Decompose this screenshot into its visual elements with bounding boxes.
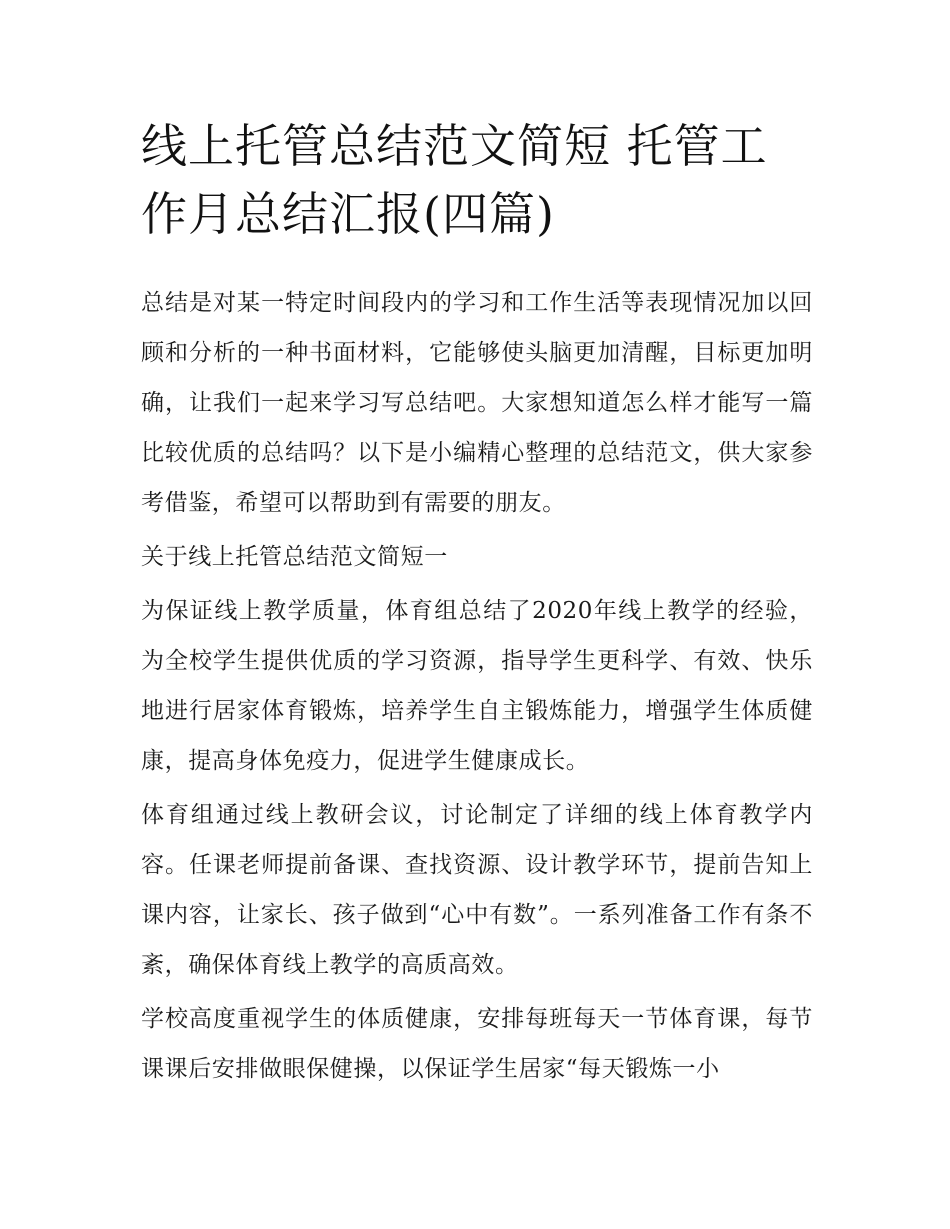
intro-paragraph: 总结是对某一特定时间段内的学习和工作生活等表现情况加以回顾和分析的一种书面材料，它能够使头脑更加清醒，目标更加明确，让我们一起来学习写总结吧。大家想知道怎么样才能写一篇比较优质的总结吗？以下是小编精心整理的总结范文，供大家参考借鉴，希望可以帮助到有需要的朋友。: [141, 290, 813, 516]
body-paragraph-2: 体育组通过线上教研会议，讨论制定了详细的线上体育教学内容。任课老师提前备课、查找资源、设计教学环节，提前告知上课内容，让家长、孩子做到“心中有数”。一系列准备工作有条不紊，确保体育线上教学的高质高效。: [141, 802, 813, 978]
body-paragraph-1: 为保证线上教学质量，体育组总结了2020年线上教学的经验，为全校学生提供优质的学习资源，指导学生更科学、有效、快乐地进行居家体育锻炼，培养学生自主锻炼能力，增强学生体质健康，提高身体免疫力，促进学生健康成长。: [141, 598, 813, 774]
section-heading: 关于线上托管总结范文简短一: [141, 544, 448, 570]
body-paragraph-3: 学校高度重视学生的体质健康，安排每班每天一节体育课，每节课课后安排做眼保健操，以保证学生居家“每天锻炼一小: [141, 1006, 813, 1082]
document-title: 线上托管总结范文简短 托管工作月总结汇报(四篇): [141, 119, 768, 241]
document-body: [141, 278, 813, 1094]
document-content: [141, 112, 813, 1098]
